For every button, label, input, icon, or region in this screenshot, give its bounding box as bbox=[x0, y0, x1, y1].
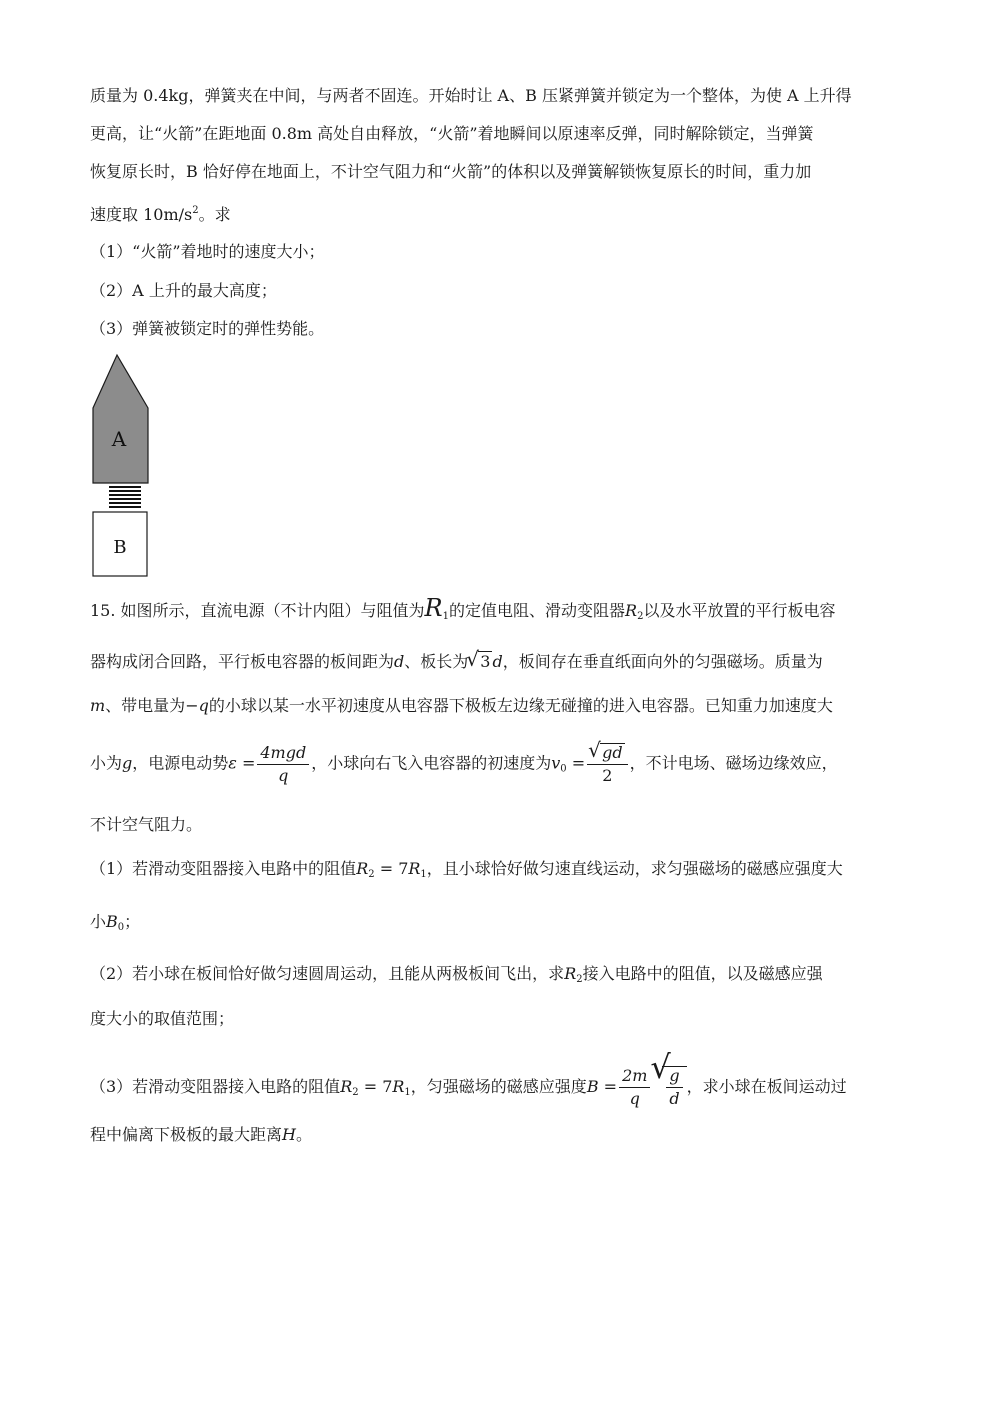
problem15-text-line5: 不计空气阻力。 bbox=[90, 815, 203, 834]
problem14-text-line2: 更高，让“火箭”在距地面 0.8m 高处自由释放，“火箭”着地瞬间以原速率反弹，同时解除锁定，当弹簧 bbox=[90, 124, 814, 143]
problem15-text-line4: 小为g，电源电动势ε = $\frac{\text{4mgd}}{q}$ ，小球向右飞入电容器的初速度为$v_0$ = √ $\frac{gd}{2}$ ，不计电场、磁场边缘效应， bbox=[90, 743, 838, 785]
problem14-text-line4: 速度取 $10m/s^2$。求 bbox=[90, 205, 231, 224]
problem15-text-line3: m、带电量为−q的小球以某一水平初速度从电容器下极板左边缘无碰撞的进入电容器。已知重力加速度大 bbox=[90, 696, 833, 715]
spring bbox=[109, 487, 141, 507]
problem14-question1: （1）“火箭”着地时的速度大小； bbox=[90, 242, 325, 261]
problem14-text-line3: 恢复原长时，B 恰好停在地面上，不计空气阻力和“火箭”的体积以及弹簧解锁恢复原长的时间，重力加 bbox=[90, 162, 812, 181]
problem15-question1: （1）若滑动变阻器接入电路中的阻值$R_2 = 7R_1$，且小球恰好做匀速直线运动，求匀强磁场的磁感应强度大 bbox=[90, 859, 843, 880]
problem15-question2: （2）若小球在板间恰好做匀速圆周运动，且能从两极板间飞出，求$R_2$接入电路中的阻值，以及磁感应强 bbox=[90, 964, 823, 985]
problem15-question3: （3）若滑动变阻器接入电路的阻值$R_2 = 7R_1$，匀强磁场的磁感应强度B = $\frac{2m}{q}$ √ $\frac{g}{d}$ ，求小球在板间运动过 bbox=[90, 1066, 847, 1108]
rocket-figure bbox=[88, 350, 158, 582]
rocket-label-a: A bbox=[111, 427, 127, 451]
problem14-text-line1: 质量为 0.4kg，弹簧夹在中间，与两者不固连。开始时让 A、B 压紧弹簧并锁定为一个整体，为使 A 上升得 bbox=[90, 86, 852, 105]
problem15-text-line2: 器构成闭合回路，平行板电容器的板间距为d、板长为√ 3 d，板间存在垂直纸面向外的匀强磁场。质量为 bbox=[90, 651, 823, 672]
problem15-text-line1: 15. 如图所示，直流电源（不计内阻）与阻值为$R_1$的定值电阻、滑动变阻器$R_2$以及水平放置的平行板电容 bbox=[90, 594, 836, 622]
rocket-body-a bbox=[93, 355, 148, 483]
block-label-b: B bbox=[113, 537, 127, 558]
problem15-question1-cont: 小$B_0$； bbox=[90, 912, 141, 933]
problem15-question3-cont: 程中偏离下极板的最大距离H。 bbox=[90, 1125, 312, 1144]
problem14-question2: （2）A 上升的最大高度； bbox=[90, 281, 277, 300]
problem14-question3: （3）弹簧被锁定时的弹性势能。 bbox=[90, 319, 325, 338]
problem15-question2-cont: 度大小的取值范围； bbox=[90, 1009, 235, 1028]
